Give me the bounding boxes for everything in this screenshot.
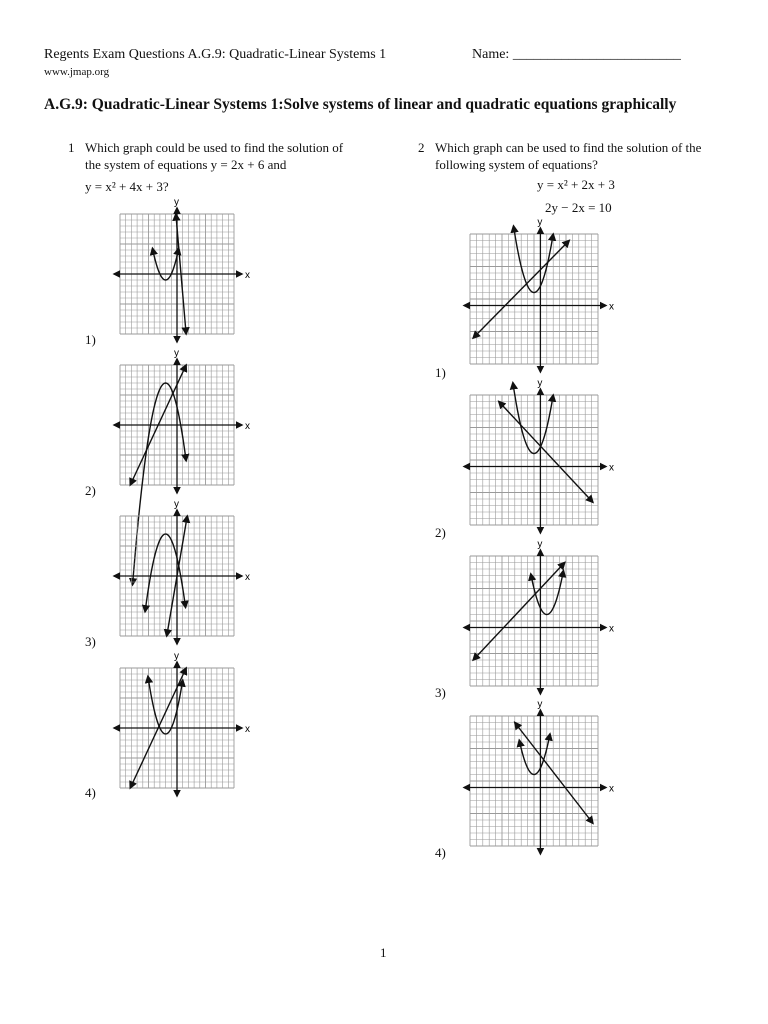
q1-option-1-graph (112, 196, 248, 346)
q1-option-2-label: 2) (85, 483, 96, 498)
page-number: 1 (380, 945, 387, 960)
q2-option-1-label: 1) (435, 365, 446, 380)
q1-line2-suffix: and (264, 157, 287, 172)
q2-number: 2 (418, 140, 425, 155)
q1-option-1-label: 1) (85, 332, 96, 347)
x-axis-label: x (609, 301, 614, 313)
x-axis-label: x (245, 724, 250, 735)
y-axis-label: y (174, 499, 179, 510)
q1-option-2-graph (112, 347, 248, 497)
x-axis-label: x (245, 270, 250, 281)
q2-equation-2: 2y − 2x = 10 (545, 200, 612, 215)
y-axis-label: y (174, 348, 179, 359)
header-title: Regents Exam Questions A.G.9: Quadratic-Linear Systems 1 (44, 47, 387, 62)
q1-equation-1: y = 2x + 6 (210, 157, 265, 172)
grid-lines (470, 395, 598, 525)
y-axis-label: y (537, 217, 543, 228)
q1-option-4-label: 4) (85, 785, 96, 800)
q1-option-3-label: 3) (85, 634, 96, 649)
page-title: A.G.9: Quadratic-Linear Systems 1:Solve systems of linear and quadratic equations graphically (44, 96, 677, 113)
x-axis-label: x (245, 421, 250, 432)
q2-equation-1: y = x² + 2x + 3 (537, 177, 615, 192)
x-axis-label: x (609, 783, 614, 795)
q2-option-1-graph (462, 216, 612, 376)
x-axis-label: x (609, 623, 614, 635)
q1-option-3-graph (112, 498, 248, 648)
y-axis-label: y (537, 699, 543, 710)
y-axis-label: y (537, 378, 543, 389)
y-axis-label: y (537, 539, 543, 550)
q2-option-3-label: 3) (435, 685, 446, 700)
q1-equation-2: y = x² + 4x + 3? (85, 179, 169, 194)
q2-line2: following system of equations? (435, 157, 598, 172)
grid-lines (470, 716, 598, 846)
parabola (513, 383, 553, 454)
x-axis-label: x (609, 462, 614, 474)
y-axis-label: y (174, 197, 179, 208)
grid-lines (470, 234, 598, 364)
y-axis-label: y (174, 651, 179, 662)
name-field-label: Name: ________________________ (472, 47, 681, 62)
source-url: www.jmap.org (44, 66, 110, 78)
line (515, 723, 593, 824)
q1-line2-prefix: the system of equations (85, 157, 211, 172)
q2-option-4-label: 4) (435, 845, 446, 860)
q1-option-4-graph (112, 650, 248, 800)
q2-option-3-graph (462, 538, 612, 698)
parabola (514, 226, 554, 293)
q1-line1: Which graph could be used to find the solution of (85, 140, 344, 155)
q1-number: 1 (68, 140, 75, 155)
q2-option-2-label: 2) (435, 525, 446, 540)
grid-lines (470, 556, 598, 686)
q1-line2 (85, 156, 286, 173)
parabola (519, 734, 550, 775)
q2-option-4-graph (462, 698, 612, 858)
q2-option-2-graph (462, 377, 612, 537)
x-axis-label: x (245, 572, 250, 583)
q2-line1: Which graph can be used to find the solution of the (435, 140, 702, 155)
